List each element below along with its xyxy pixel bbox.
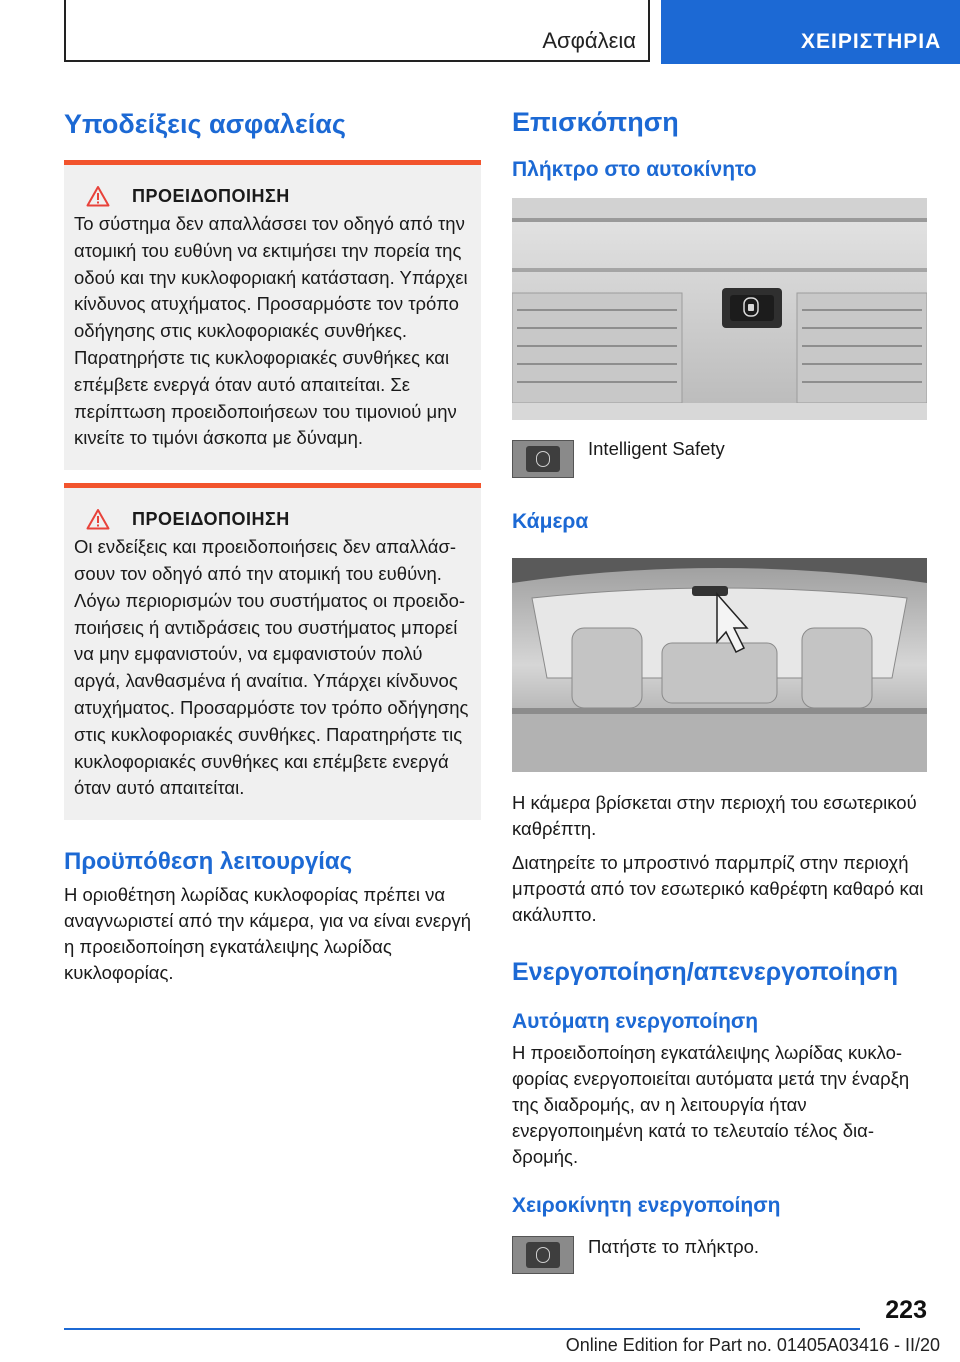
dashboard-button-photo	[512, 198, 927, 420]
warning-text-1: Το σύστημα δεν απαλλάσσει τον οδηγό από την ατομική του ευθύνη να εκτιμήσει την πορεία της οδού και την κυκλοφοριακή κατάσταση. Υπάρχει κίνδυνος ατυχήματος. Προσαρμόστε τον τρόπο οδήγησης στις κυκλοφοριακές συνθήκες. Παρατηρήστε τις κυκλοφοριακές συνθήκες και επέμβετε ενεργά όταν αυτό απαιτείται. Σε περίπτωση προειδοποιήσεων του τιμονιού μην κινείτε το τιμόνι άσκοπα με δύναμη.	[74, 213, 468, 449]
camera-text-2: Διατηρείτε το μπροστινό παρμπρίζ στην περιοχή μπροστά από τον εσωτερικό καθρέφτη καθαρό και ακάλυπτο.	[512, 852, 924, 925]
page-header	[0, 0, 960, 64]
camera-text-1: Η κάμερα βρίσκεται στην περιοχή του εσωτερικού καθρέπτη.	[512, 792, 917, 839]
camera-title: Κάμερα	[512, 510, 589, 533]
warning-triangle-icon	[86, 508, 110, 530]
intelligent-safety-button-icon	[512, 1236, 574, 1274]
prerequisite-text: Η οριοθέτηση λωρίδας κυκλοφορίας πρέπει να αναγνωριστεί από την κάμερα, για να είναι ενεργή η προειδοποίηση εγκατάλειψης λωρίδας κυκλοφορίας.	[64, 884, 472, 984]
footer-divider	[64, 1328, 860, 1330]
header-chapter-label: ΧΕΙΡΙΣΤΗΡΙΑ	[801, 30, 942, 53]
safety-notes-title: Υποδείξεις ασφαλείας	[64, 109, 346, 139]
manual-activation-title: Χειροκίνητη ενεργοποίηση	[512, 1194, 781, 1217]
header-section-title: Ασφάλεια	[542, 28, 636, 53]
intelligent-safety-row	[512, 436, 927, 478]
intelligent-safety-caption: Intelligent Safety	[588, 438, 725, 459]
activation-title: Ενεργοποίηση/απενεργοποίηση	[512, 958, 899, 986]
warning-box-2	[64, 483, 481, 820]
warning-triangle-icon	[86, 185, 110, 207]
warning-label-2: ΠΡΟΕΙΔΟΠΟΙΗΣΗ	[132, 508, 290, 529]
intelligent-safety-button-icon	[512, 440, 574, 478]
warning-box-1	[64, 160, 481, 470]
warning-text-2: Οι ενδείξεις και προειδοποιήσεις δεν απαλλάσσουν τον οδηγό από την ατομική του ευθύνη. Λόγω περιορισμών του συστήματος οι προειδοποιήσεις ή αντιδράσεις του συστήματος μπορεί να μην εμφανιστούν, να εμφανιστούν πολύ αργά, λανθασμένα ή αναίτια. Υπάρχει κίνδυνος ατυχήματος. Προσαρμόστε τον τρόπο οδήγησης στις κυκλοφοριακές συνθήκες. Παρατηρήστε τις κυκλοφοριακές συνθήκες και επέμβετε ενεργά όταν αυτό απαιτείται.	[74, 536, 469, 799]
page-number: 223	[885, 1296, 927, 1324]
header-chapter-tab	[661, 0, 960, 64]
camera-location-photo	[512, 558, 927, 772]
left-column	[64, 96, 481, 986]
button-in-vehicle-title: Πλήκτρο στο αυτοκίνητο	[512, 158, 757, 181]
overview-title: Επισκόπηση	[512, 107, 679, 137]
manual-activation-text: Πατήστε το πλήκτρο.	[588, 1236, 760, 1257]
warning-label-1: ΠΡΟΕΙΔΟΠΟΙΗΣΗ	[132, 185, 290, 206]
auto-activation-text: Η προειδοποίηση εγκατάλειψης λωρίδας κυκλοφορίας ενεργοποιείται αυτόματα μετά την έναρξη της διαδρομής, αν η λειτουργία ήταν ενεργοποιημένη κατά το τελευταίο τέλος διαδρομής.	[512, 1042, 910, 1167]
right-column	[512, 96, 927, 1274]
prerequisite-title: Προϋπόθεση λειτουργίας	[64, 848, 353, 876]
auto-activation-title: Αυτόματη ενεργοποίηση	[512, 1010, 759, 1033]
footer-edition: Online Edition for Part no. 01405A03416 - II/20	[565, 1335, 940, 1355]
manual-activation-row	[512, 1234, 927, 1274]
warning-header-2	[74, 508, 471, 530]
warning-header-1	[74, 185, 471, 207]
